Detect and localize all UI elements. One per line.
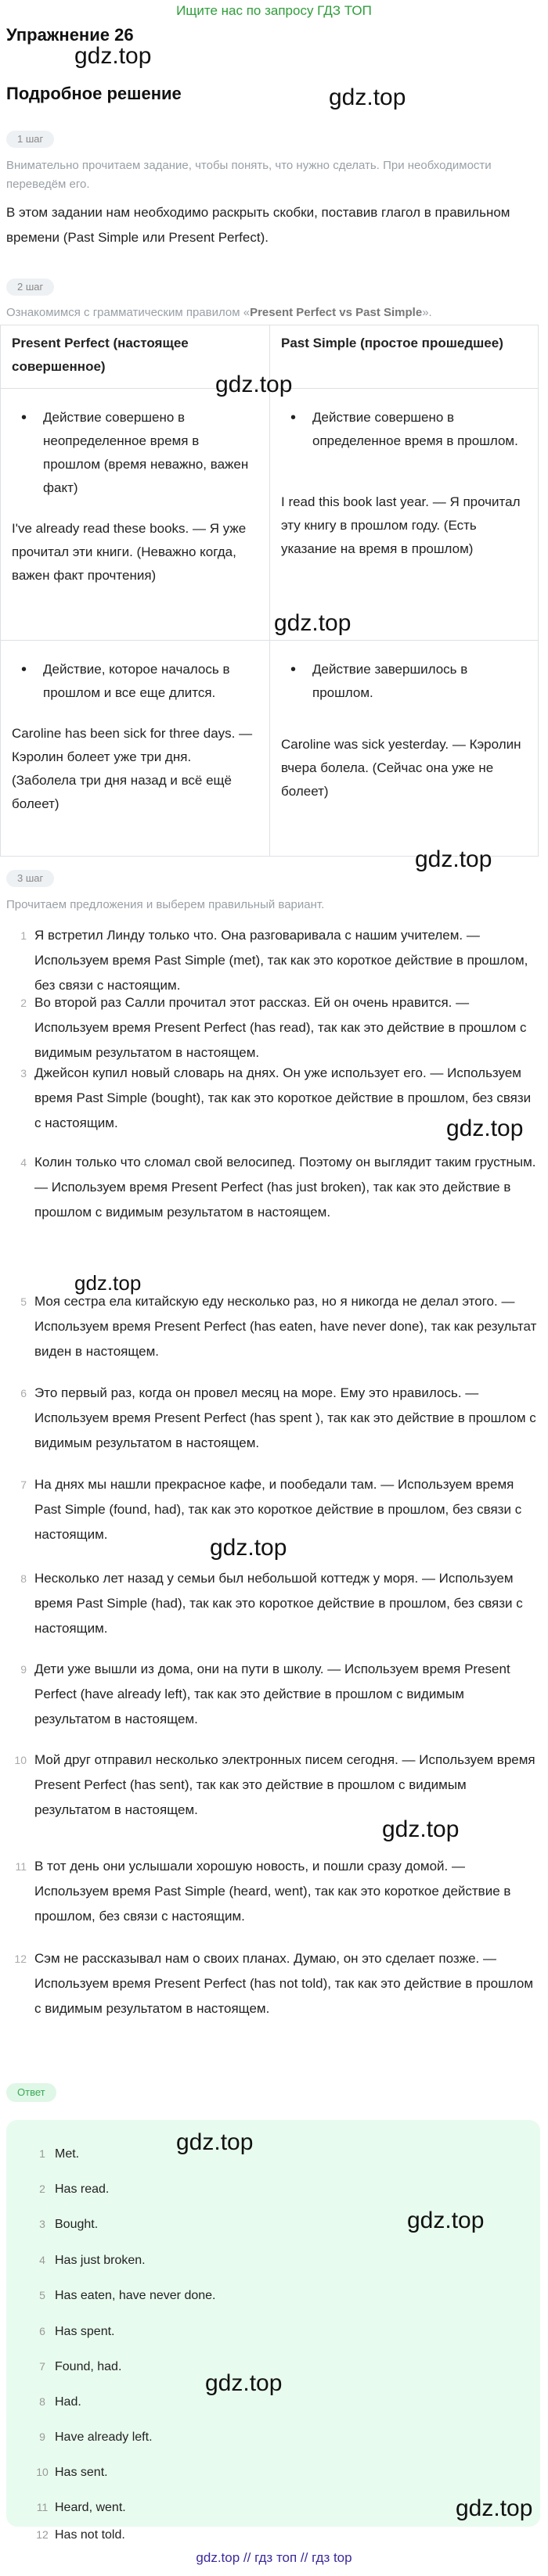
answer-item: 9 Have already left.: [39, 2430, 153, 2444]
step-2-note: Ознакомимся с грамматическим правилом «Present Perfect vs Past Simple».: [6, 306, 432, 319]
answer-item: 5 Has eaten, have never done.: [39, 2289, 216, 2302]
watermark: gdz.top: [446, 1116, 524, 1141]
answer-item: 8 Had.: [39, 2395, 81, 2409]
watermark: gdz.top: [407, 2208, 485, 2233]
watermark: gdz.top: [176, 2129, 254, 2155]
watermark: gdz.top: [74, 1271, 142, 1295]
step-3-badge: 3 шаг: [6, 870, 54, 887]
table-row: [1, 640, 538, 856]
watermark: gdz.top: [456, 2495, 533, 2521]
step-1-badge: 1 шаг: [6, 131, 54, 148]
rule-example: I've already read these books. — Я уже прочитал эти книги. (Неважно когда, важен факт прочтения): [12, 521, 247, 583]
rule-bullet: • Действие совершено в неопределенное время в прошлом (время неважно, важен факт): [21, 409, 249, 495]
list-item: 10 Мой друг отправил несколько электронных писем сегодня. — Используем время Present Perfect (has sent), так как это действие в прошлом с видимым результатом в настоящем.: [14, 1752, 535, 1817]
watermark: gdz.top: [382, 1816, 460, 1842]
table-row: [1, 388, 538, 640]
solution-heading: Подробное решение: [6, 84, 182, 103]
answer-item: 1 Met.: [39, 2147, 80, 2161]
answer-item: 6 Has spent.: [39, 2325, 115, 2338]
list-item: 1 Я встретил Линду только что. Она разговаривала с нашим учителем. — Используем время Past Simple (met), так как это короткое действие в прошлом, без связи с настоящим.: [20, 928, 528, 993]
watermark: gdz.top: [74, 43, 152, 69]
list-item: 11 В тот день они услышали хорошую новость, и пошли сразу домой. — Используем время Past Simple (heard, went), так как это короткое действие в прошлом, без связи с настоящим.: [15, 1859, 511, 1924]
watermark: gdz.top: [205, 2370, 283, 2396]
answer-item: 11 Heard, went.: [36, 2501, 126, 2514]
footer-links[interactable]: gdz.top // гдз топ // гдз top: [196, 2550, 352, 2565]
header-present-perfect: Present Perfect (настоящее совершенное): [12, 336, 189, 374]
list-item: 9 Дети уже вышли из дома, они на пути в школу. — Используем время Present Perfect (have already left), так как это действие в прошлом с видимым результатом в настоящем.: [20, 1662, 510, 1726]
step-3-note: Прочитаем предложения и выберем правильный вариант.: [6, 898, 325, 911]
watermark: gdz.top: [329, 84, 406, 110]
rule-bullet: • Действие завершилось в прошлом.: [290, 661, 468, 700]
answer-badge: Ответ: [6, 2083, 56, 2102]
header-past-simple: Past Simple (простое прошедшее): [269, 325, 538, 388]
rule-example: I read this book last year. — Я прочитал эту книгу в прошлом году. (Есть указание на время в прошлом): [281, 494, 521, 556]
list-item: 5 Моя сестра ела китайскую еду несколько раз, но я никогда не делал этого. — Используем время Present Perfect (has eaten, have never done), так как результат виден в настоящем.: [20, 1294, 537, 1359]
answer-item: 3 Bought.: [39, 2218, 99, 2231]
step-1-text: В этом задании нам необходимо раскрыть скобки, поставив глагол в правильном времени (Past Simple или Present Perfect).: [6, 205, 510, 245]
grammar-table: [0, 325, 539, 857]
list-item: 12 Сэм не рассказывал нам о своих планах. Думаю, он это сделает позже. — Используем время Present Perfect (has not told), так как это действие в прошлом с видимым результатом в настоящем.: [14, 1951, 534, 2016]
answer-item: 10 Has sent.: [36, 2466, 108, 2479]
answer-item: 7 Found, had.: [39, 2360, 122, 2373]
step-2-badge: 2 шаг: [6, 278, 54, 296]
watermark: gdz.top: [210, 1535, 287, 1561]
rule-example: Caroline was sick yesterday. — Кэролин вчера болела. (Сейчас она уже не болеет): [281, 737, 521, 799]
watermark: gdz.top: [415, 846, 492, 872]
list-item: 6 Это первый раз, когда он провел месяц на море. Ему это нравилось. — Используем время Present Perfect (has spent ), так как это действие в прошлом с видимым результатом в настоящем.: [20, 1385, 536, 1450]
watermark: gdz.top: [215, 372, 293, 397]
rule-bullet: • Действие совершено в определенное время в прошлом.: [290, 409, 518, 448]
rule-bullet: • Действие, которое началось в прошлом и все еще длится.: [21, 661, 230, 700]
watermark: gdz.top: [274, 610, 352, 636]
list-item: 3 Джейсон купил новый словарь на днях. Он уже использует его. — Используем время Past Simple (bought), так как это короткое действие в прошлом, без связи с настоящим.: [20, 1065, 532, 1130]
list-item: 4 Колин только что сломал свой велосипед. Поэтому он выглядит таким грустным. — Используем время Present Perfect (has just broken), так как это действие в прошлом с видимым результатом в настоящем.: [20, 1155, 536, 1220]
list-item: 8 Несколько лет назад у семьи был небольшой коттедж у моря. — Используем время Past Simple (had), так как это короткое действие в прошлом, без связи с настоящим.: [20, 1571, 523, 1636]
rule-example: Caroline has been sick for three days. — Кэролин болеет уже три дня. (Заболела три дня назад и всё ещё болеет): [12, 726, 253, 811]
page-title: Упражнение 26: [6, 25, 134, 45]
step-1-note: Внимательно прочитаем задание, чтобы понять, что нужно сделать. При необходимости переведём его.: [6, 159, 492, 191]
answer-box: [6, 2120, 540, 2527]
top-banner[interactable]: Ищите нас по запросу ГДЗ ТОП: [176, 3, 372, 18]
answer-item: 12 Has not told.: [36, 2528, 125, 2542]
list-item: 7 На днях мы нашли прекрасное кафе, и пообедали там. — Используем время Past Simple (found, had), так как это короткое действие в прошлом, без связи с настоящим.: [20, 1477, 522, 1542]
list-item: 2 Во второй раз Салли прочитал этот рассказ. Ей он очень нравится. — Используем время Present Perfect (has read), так как это действие в прошлом с видимым результатом в настоящем.: [20, 995, 527, 1060]
answer-item: 2 Has read.: [39, 2183, 110, 2196]
answer-item: 4 Has just broken.: [39, 2254, 146, 2267]
